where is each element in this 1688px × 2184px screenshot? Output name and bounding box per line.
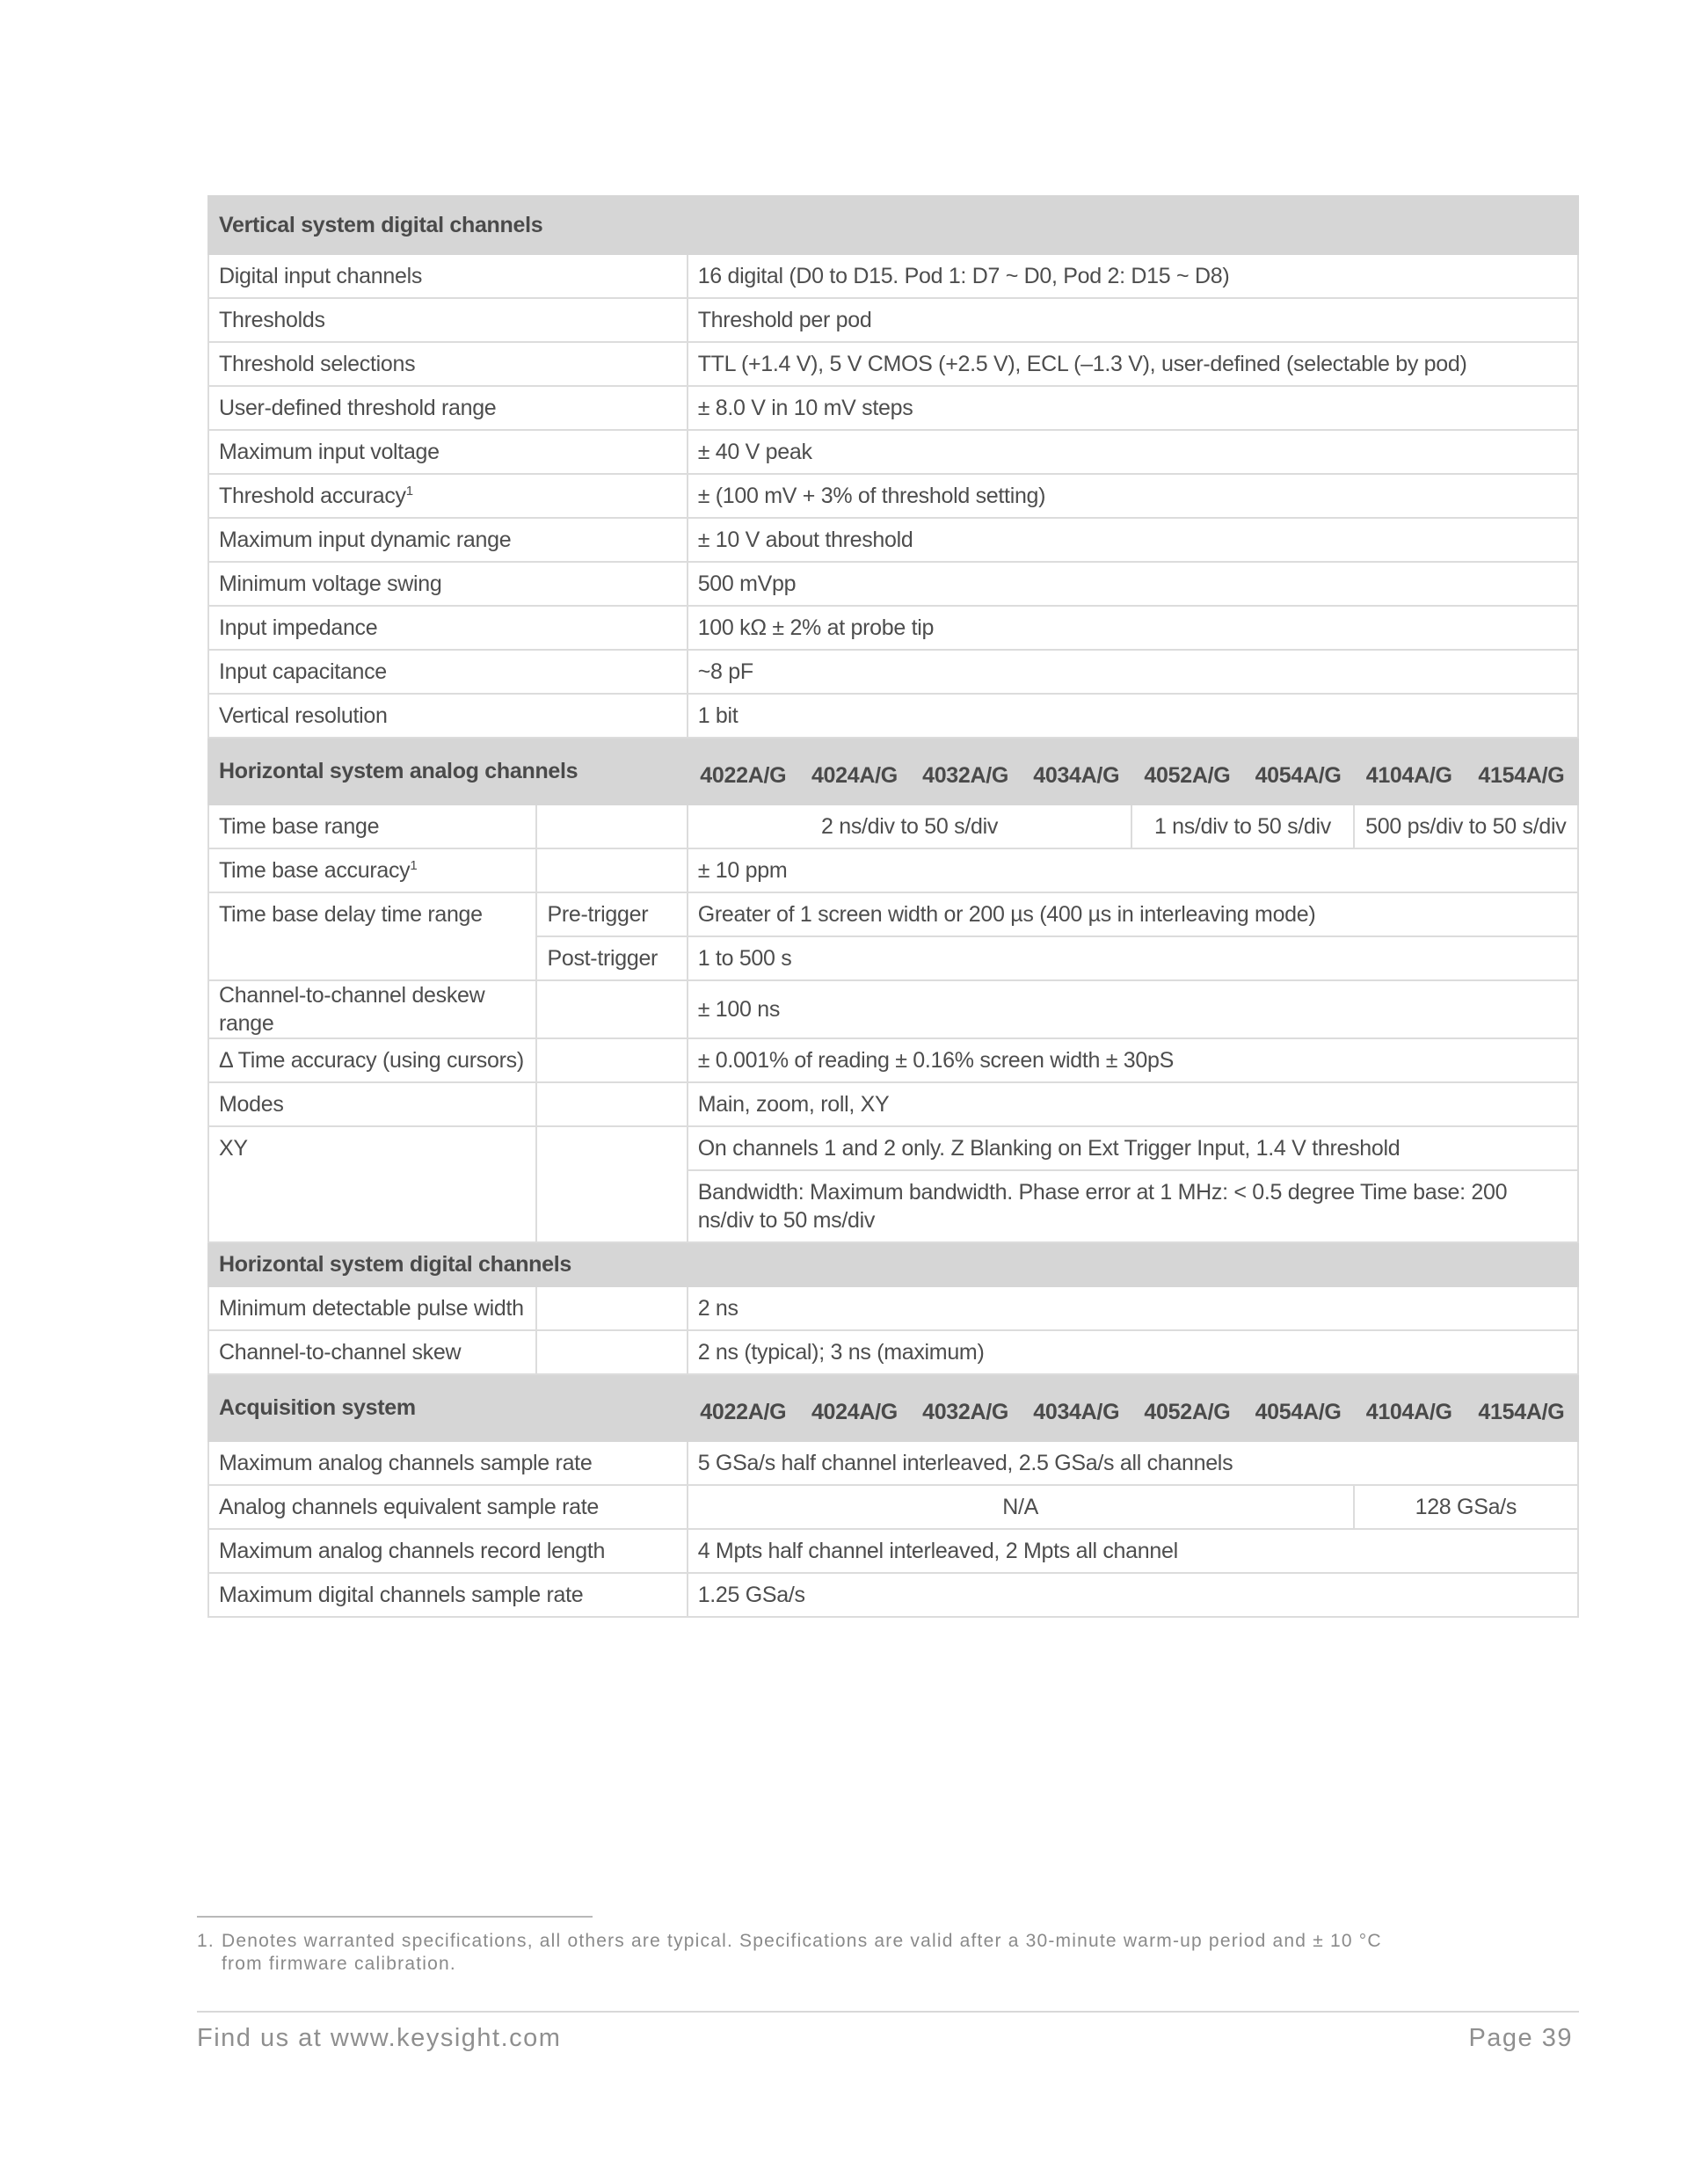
model-header: 4032A/G — [910, 738, 1021, 804]
row-label: Time base delay time range — [208, 892, 536, 980]
row-value: 4 Mpts half channel interleaved, 2 Mpts all channel — [688, 1529, 1578, 1573]
row-label — [208, 474, 688, 518]
row-sublabel — [536, 980, 687, 1038]
model-header: 4104A/G — [1354, 1374, 1465, 1441]
row-label: Modes — [208, 1082, 536, 1126]
table-row — [208, 804, 1578, 848]
table-row — [208, 1126, 1578, 1170]
model-header: 4024A/G — [799, 738, 910, 804]
footnote-divider — [197, 1916, 593, 1918]
row-value: 2 ns — [688, 1286, 1578, 1330]
row-value: N/A — [688, 1485, 1354, 1529]
row-value: ± 0.001% of reading ± 0.16% screen width ± 30pS — [688, 1038, 1578, 1082]
row-value: 100 kΩ ± 2% at probe tip — [688, 606, 1578, 650]
row-value: Greater of 1 screen width or 200 µs (400 µs in interleaving mode) — [688, 892, 1578, 936]
row-value: 1.25 GSa/s — [688, 1573, 1578, 1617]
row-label-text: Threshold accuracy — [219, 484, 406, 508]
row-value: 1 ns/div to 50 s/div — [1131, 804, 1353, 848]
row-sublabel — [536, 1038, 687, 1082]
table-row — [208, 254, 1578, 298]
footer-website: Find us at www.keysight.com — [197, 2024, 562, 2052]
row-value: Bandwidth: Maximum bandwidth. Phase error at 1 MHz: < 0.5 degree Time base: 200 ns/div to 50 ms/div — [688, 1170, 1578, 1242]
model-header: 4104A/G — [1354, 738, 1465, 804]
footnote-number: 1. — [197, 1931, 215, 1951]
model-header: 4034A/G — [1021, 738, 1131, 804]
row-value: 16 digital (D0 to D15. Pod 1: D7 ~ D0, Pod 2: D15 ~ D8) — [688, 254, 1578, 298]
footnote — [197, 1930, 1428, 1976]
section-header-horizontal-digital — [208, 1242, 1578, 1286]
row-sublabel — [536, 1082, 687, 1126]
table-row — [208, 848, 1578, 892]
row-sublabel — [536, 848, 687, 892]
row-value: Threshold per pod — [688, 298, 1578, 342]
row-label: Maximum analog channels sample rate — [208, 1441, 688, 1485]
model-header: 4034A/G — [1021, 1374, 1131, 1441]
table-row — [208, 1485, 1578, 1529]
model-header: 4032A/G — [910, 1374, 1021, 1441]
row-sublabel — [536, 1286, 687, 1330]
row-value: ± 10 V about threshold — [688, 518, 1578, 562]
row-value: 5 GSa/s half channel interleaved, 2.5 GSa/s all channels — [688, 1441, 1578, 1485]
table-row — [208, 1038, 1578, 1082]
row-value: Main, zoom, roll, XY — [688, 1082, 1578, 1126]
row-value: ~8 pF — [688, 650, 1578, 694]
footnote-ref: 1 — [405, 484, 413, 499]
row-value: 500 ps/div to 50 s/div — [1354, 804, 1578, 848]
table-row — [208, 518, 1578, 562]
model-header: 4022A/G — [688, 738, 799, 804]
model-header: 4154A/G — [1465, 1374, 1578, 1441]
row-value: ± (100 mV + 3% of threshold setting) — [688, 474, 1578, 518]
row-value: ± 10 ppm — [688, 848, 1578, 892]
model-header: 4022A/G — [688, 1374, 799, 1441]
row-label: Channel-to-channel skew — [208, 1330, 536, 1374]
row-label: Maximum input voltage — [208, 430, 688, 474]
row-value: 128 GSa/s — [1354, 1485, 1578, 1529]
section-header-vertical-digital — [208, 196, 1578, 254]
table-row — [208, 1082, 1578, 1126]
row-label: Δ Time accuracy (using cursors) — [208, 1038, 536, 1082]
section-title: Acquisition system — [208, 1374, 688, 1441]
row-label: Minimum voltage swing — [208, 562, 688, 606]
section-title: Horizontal system digital channels — [208, 1242, 1578, 1286]
page-number: Page 39 — [1468, 2024, 1573, 2052]
table-row — [208, 1441, 1578, 1485]
section-header-horizontal-analog — [208, 738, 1578, 804]
model-header: 4054A/G — [1242, 1374, 1353, 1441]
row-value: 1 bit — [688, 694, 1578, 738]
row-label: Thresholds — [208, 298, 688, 342]
model-header: 4054A/G — [1242, 738, 1353, 804]
row-label: Time base range — [208, 804, 536, 848]
table-row — [208, 892, 1578, 936]
row-label: Maximum analog channels record length — [208, 1529, 688, 1573]
row-label: Maximum input dynamic range — [208, 518, 688, 562]
spec-table — [207, 195, 1579, 1618]
row-sublabel: Pre-trigger — [536, 892, 687, 936]
row-value: ± 100 ns — [688, 980, 1578, 1038]
model-header: 4052A/G — [1131, 738, 1242, 804]
table-row — [208, 298, 1578, 342]
table-row — [208, 386, 1578, 430]
row-value: On channels 1 and 2 only. Z Blanking on Ext Trigger Input, 1.4 V threshold — [688, 1126, 1578, 1170]
row-label: User-defined threshold range — [208, 386, 688, 430]
row-value: 2 ns (typical); 3 ns (maximum) — [688, 1330, 1578, 1374]
section-header-acquisition — [208, 1374, 1578, 1441]
row-label: Minimum detectable pulse width — [208, 1286, 536, 1330]
row-value: 1 to 500 s — [688, 936, 1578, 980]
row-sublabel — [536, 804, 687, 848]
row-label: Threshold selections — [208, 342, 688, 386]
table-row — [208, 430, 1578, 474]
row-label: Vertical resolution — [208, 694, 688, 738]
row-label-text: Time base accuracy — [219, 858, 411, 883]
table-row — [208, 650, 1578, 694]
model-header: 4052A/G — [1131, 1374, 1242, 1441]
row-value: 500 mVpp — [688, 562, 1578, 606]
section-title: Vertical system digital channels — [208, 196, 1578, 254]
model-header: 4154A/G — [1465, 738, 1578, 804]
footer-divider — [197, 2011, 1579, 2013]
table-row — [208, 562, 1578, 606]
table-row — [208, 694, 1578, 738]
row-label: Channel-to-channel deskew range — [208, 980, 536, 1038]
table-row — [208, 1286, 1578, 1330]
row-sublabel — [536, 1330, 687, 1374]
row-sublabel — [536, 1126, 687, 1242]
table-row — [208, 980, 1578, 1038]
row-value: TTL (+1.4 V), 5 V CMOS (+2.5 V), ECL (–1.3 V), user-defined (selectable by pod) — [688, 342, 1578, 386]
row-label: Analog channels equivalent sample rate — [208, 1485, 688, 1529]
table-row — [208, 606, 1578, 650]
row-label: XY — [208, 1126, 536, 1242]
row-value: ± 8.0 V in 10 mV steps — [688, 386, 1578, 430]
table-row — [208, 1573, 1578, 1617]
table-row — [208, 474, 1578, 518]
row-value: ± 40 V peak — [688, 430, 1578, 474]
section-title: Horizontal system analog channels — [208, 738, 688, 804]
table-row — [208, 342, 1578, 386]
row-label: Digital input channels — [208, 254, 688, 298]
row-label: Input impedance — [208, 606, 688, 650]
footnote-text: Denotes warranted specifications, all others are typical. Specifications are valid after a 30-minute warm-up period and ± 10 °C from firmware calibration. — [222, 1931, 1382, 1974]
row-label — [208, 848, 536, 892]
row-value: 2 ns/div to 50 s/div — [688, 804, 1132, 848]
row-label: Input capacitance — [208, 650, 688, 694]
row-label: Maximum digital channels sample rate — [208, 1573, 688, 1617]
model-header: 4024A/G — [799, 1374, 910, 1441]
table-row — [208, 1330, 1578, 1374]
footnote-ref: 1 — [410, 858, 418, 873]
row-sublabel: Post-trigger — [536, 936, 687, 980]
table-row — [208, 1529, 1578, 1573]
